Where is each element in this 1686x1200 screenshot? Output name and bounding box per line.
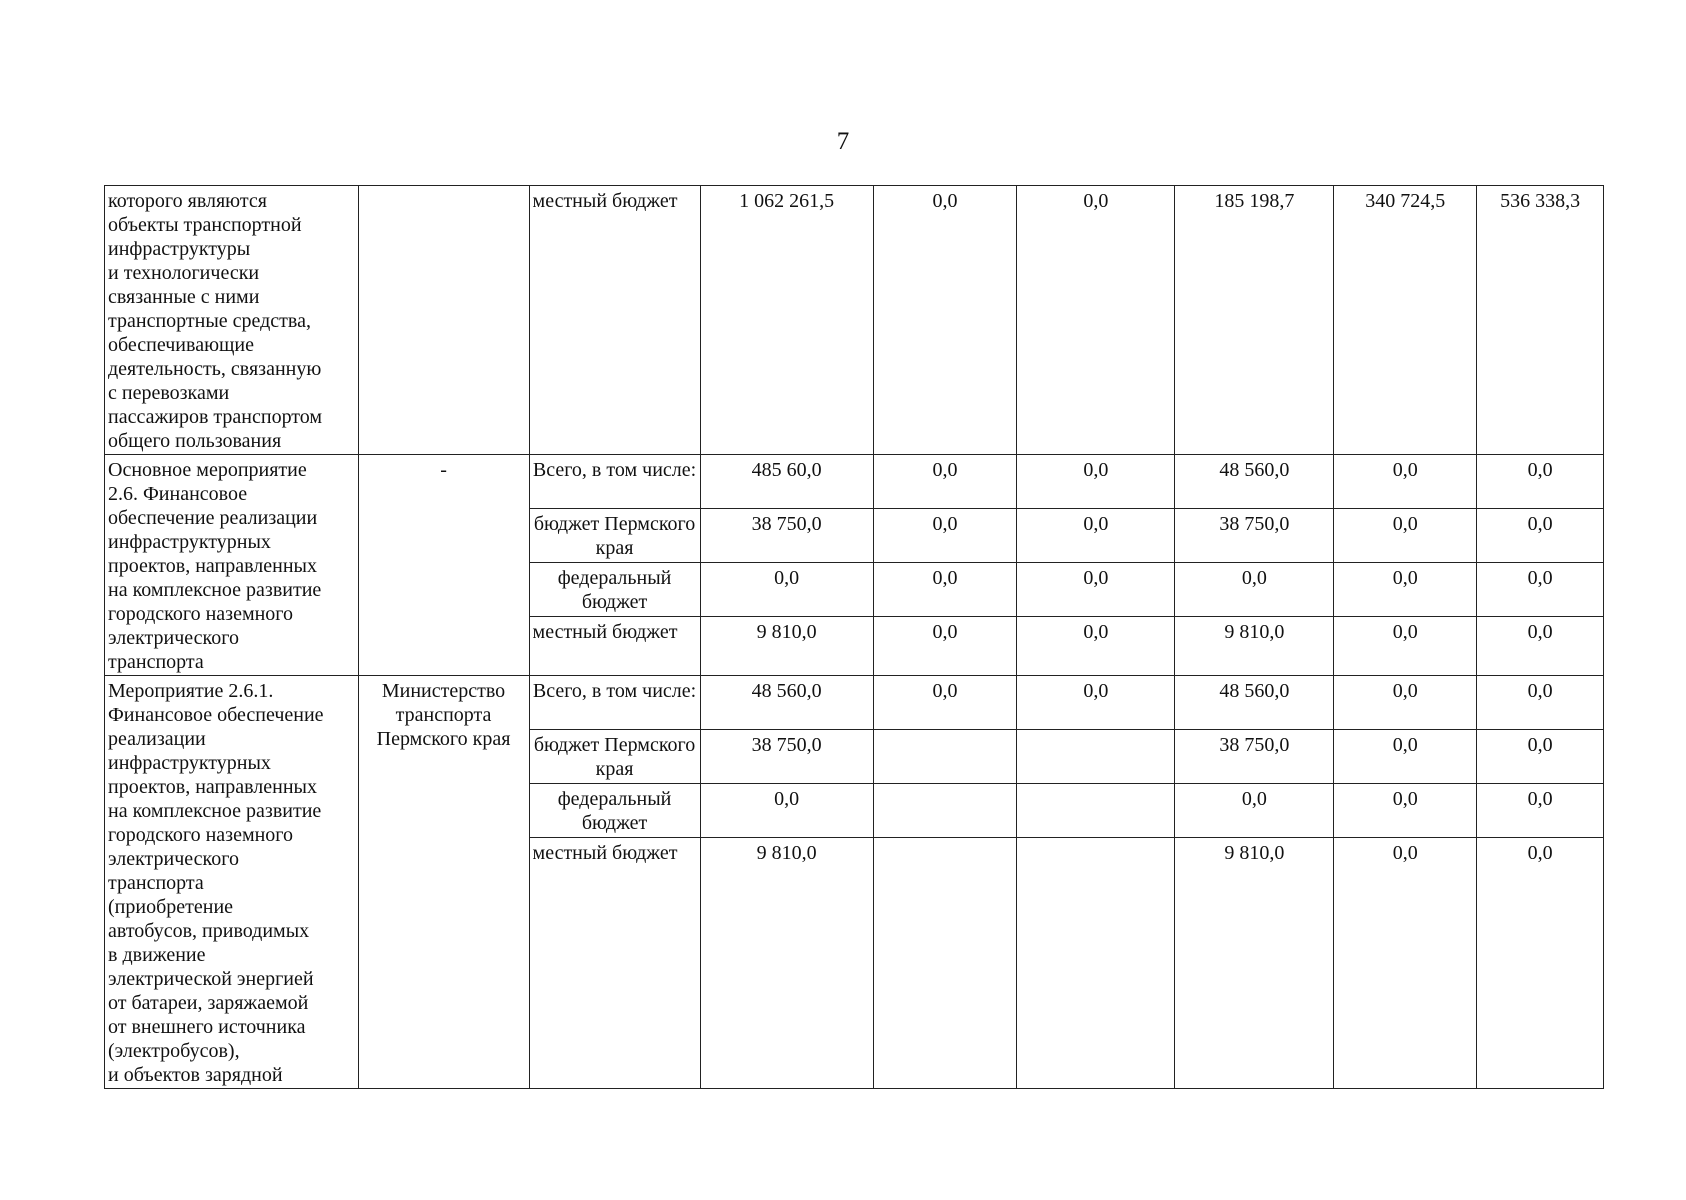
amount-cell: 0,0 xyxy=(1017,676,1175,730)
description-line: Основное мероприятие xyxy=(108,459,307,481)
responsible-executor: Министерство транспорта Пермского края xyxy=(358,676,529,1089)
description-line: от батареи, заряжаемой xyxy=(108,992,309,1014)
amount-cell: 0,0 xyxy=(1017,186,1175,455)
amount-cell: 9 810,0 xyxy=(700,838,873,1089)
description-line: городского наземного xyxy=(108,824,294,846)
description-line: проектов, направленных xyxy=(108,776,317,798)
amount-cell: 48 560,0 xyxy=(1175,676,1334,730)
amount-cell: 0,0 xyxy=(1017,617,1175,676)
description-line: городского наземного xyxy=(108,603,294,625)
amount-cell: 9 810,0 xyxy=(1175,838,1334,1089)
amount-cell: 0,0 xyxy=(1334,838,1477,1089)
funding-source: бюджет Пермского края xyxy=(529,509,700,563)
description-line: деятельность, связанную xyxy=(108,358,322,380)
amount-cell: 0,0 xyxy=(873,563,1017,617)
measure-description xyxy=(105,455,359,676)
description-line: пассажиров транспортом xyxy=(108,406,323,428)
amount-cell xyxy=(873,838,1017,1089)
amount-cell: 0,0 xyxy=(873,186,1017,455)
description-line: на комплексное развитие xyxy=(108,579,322,601)
description-line: (приобретение xyxy=(108,896,234,918)
description-line: в движение xyxy=(108,944,206,966)
description-line: транспорта xyxy=(108,872,204,894)
description-line: Финансовое обеспечение xyxy=(108,704,324,726)
amount-cell: 0,0 xyxy=(1017,563,1175,617)
amount-cell xyxy=(873,730,1017,784)
description-line: обеспечивающие xyxy=(108,334,254,356)
amount-cell xyxy=(1017,838,1175,1089)
budget-table xyxy=(104,185,1604,1089)
description-line: Мероприятие 2.6.1. xyxy=(108,680,274,702)
amount-cell: 9 810,0 xyxy=(700,617,873,676)
description-line: инфраструктуры xyxy=(108,238,251,260)
description-line: транспортные средства, xyxy=(108,310,311,332)
funding-source: федеральный бюджет xyxy=(529,784,700,838)
amount-cell: 0,0 xyxy=(1477,784,1604,838)
amount-cell: 0,0 xyxy=(1175,784,1334,838)
measure-description xyxy=(105,676,359,1089)
description-line: электрической энергией xyxy=(108,968,314,990)
amount-cell: 0,0 xyxy=(1334,563,1477,617)
amount-cell: 38 750,0 xyxy=(700,509,873,563)
amount-cell: 0,0 xyxy=(1334,676,1477,730)
amount-cell: 0,0 xyxy=(1334,784,1477,838)
amount-cell: 0,0 xyxy=(873,676,1017,730)
amount-cell: 38 750,0 xyxy=(700,730,873,784)
description-line: и технологически xyxy=(108,262,260,284)
amount-cell: 0,0 xyxy=(700,784,873,838)
amount-cell: 340 724,5 xyxy=(1334,186,1477,455)
description-line: на комплексное развитие xyxy=(108,800,322,822)
amount-cell: 0,0 xyxy=(1477,730,1604,784)
description-line: проектов, направленных xyxy=(108,555,317,577)
measure-description xyxy=(105,186,359,455)
amount-cell: 0,0 xyxy=(873,509,1017,563)
amount-cell: 0,0 xyxy=(1017,509,1175,563)
description-line: инфраструктурных xyxy=(108,531,271,553)
amount-cell: 38 750,0 xyxy=(1175,509,1334,563)
responsible-executor xyxy=(358,186,529,455)
description-line: реализации xyxy=(108,728,206,750)
description-line: и объектов зарядной xyxy=(108,1064,283,1086)
description-line: инфраструктурных xyxy=(108,752,271,774)
amount-cell: 0,0 xyxy=(1334,617,1477,676)
amount-cell: 0,0 xyxy=(1477,676,1604,730)
amount-cell: 0,0 xyxy=(873,455,1017,509)
page-number: 7 xyxy=(836,128,850,155)
table-row xyxy=(105,455,1604,509)
amount-cell: 9 810,0 xyxy=(1175,617,1334,676)
funding-source: местный бюджет xyxy=(529,617,700,676)
amount-cell: 0,0 xyxy=(1477,617,1604,676)
description-line: электрического xyxy=(108,848,239,870)
amount-cell: 48 560,0 xyxy=(1175,455,1334,509)
amount-cell: 48 560,0 xyxy=(700,676,873,730)
description-line: транспорта xyxy=(108,651,204,673)
funding-source: бюджет Пермского края xyxy=(529,730,700,784)
amount-cell: 536 338,3 xyxy=(1477,186,1604,455)
description-line: 2.6. Финансовое xyxy=(108,483,248,505)
amount-cell: 0,0 xyxy=(1334,730,1477,784)
funding-source: местный бюджет xyxy=(529,838,700,1089)
amount-cell: 0,0 xyxy=(1334,455,1477,509)
amount-cell: 1 062 261,5 xyxy=(700,186,873,455)
amount-cell: 0,0 xyxy=(1175,563,1334,617)
amount-cell: 38 750,0 xyxy=(1175,730,1334,784)
amount-cell xyxy=(1017,730,1175,784)
amount-cell: 0,0 xyxy=(1017,455,1175,509)
description-line: связанные с ними xyxy=(108,286,260,308)
description-line: объекты транспортной xyxy=(108,214,302,236)
table-row xyxy=(105,186,1604,455)
amount-cell: 0,0 xyxy=(1477,838,1604,1089)
amount-cell: 0,0 xyxy=(700,563,873,617)
description-line: общего пользования xyxy=(108,430,282,452)
funding-source: Всего, в том числе: xyxy=(529,676,700,730)
amount-cell: 0,0 xyxy=(1334,509,1477,563)
table-row xyxy=(105,676,1604,730)
amount-cell: 0,0 xyxy=(1477,455,1604,509)
amount-cell: 0,0 xyxy=(1477,509,1604,563)
amount-cell: 0,0 xyxy=(1477,563,1604,617)
funding-source: федеральный бюджет xyxy=(529,563,700,617)
amount-cell: 485 60,0 xyxy=(700,455,873,509)
description-line: электрического xyxy=(108,627,239,649)
description-line: обеспечение реализации xyxy=(108,507,318,529)
description-line: от внешнего источника xyxy=(108,1016,306,1038)
funding-source: Всего, в том числе: xyxy=(529,455,700,509)
amount-cell: 185 198,7 xyxy=(1175,186,1334,455)
description-line: (электробусов), xyxy=(108,1040,240,1062)
description-line: с перевозками xyxy=(108,382,230,404)
description-line: автобусов, приводимых xyxy=(108,920,310,942)
description-line: которого являются xyxy=(108,190,267,212)
funding-source: местный бюджет xyxy=(529,186,700,455)
amount-cell: 0,0 xyxy=(873,617,1017,676)
amount-cell xyxy=(873,784,1017,838)
amount-cell xyxy=(1017,784,1175,838)
responsible-executor: - xyxy=(358,455,529,676)
